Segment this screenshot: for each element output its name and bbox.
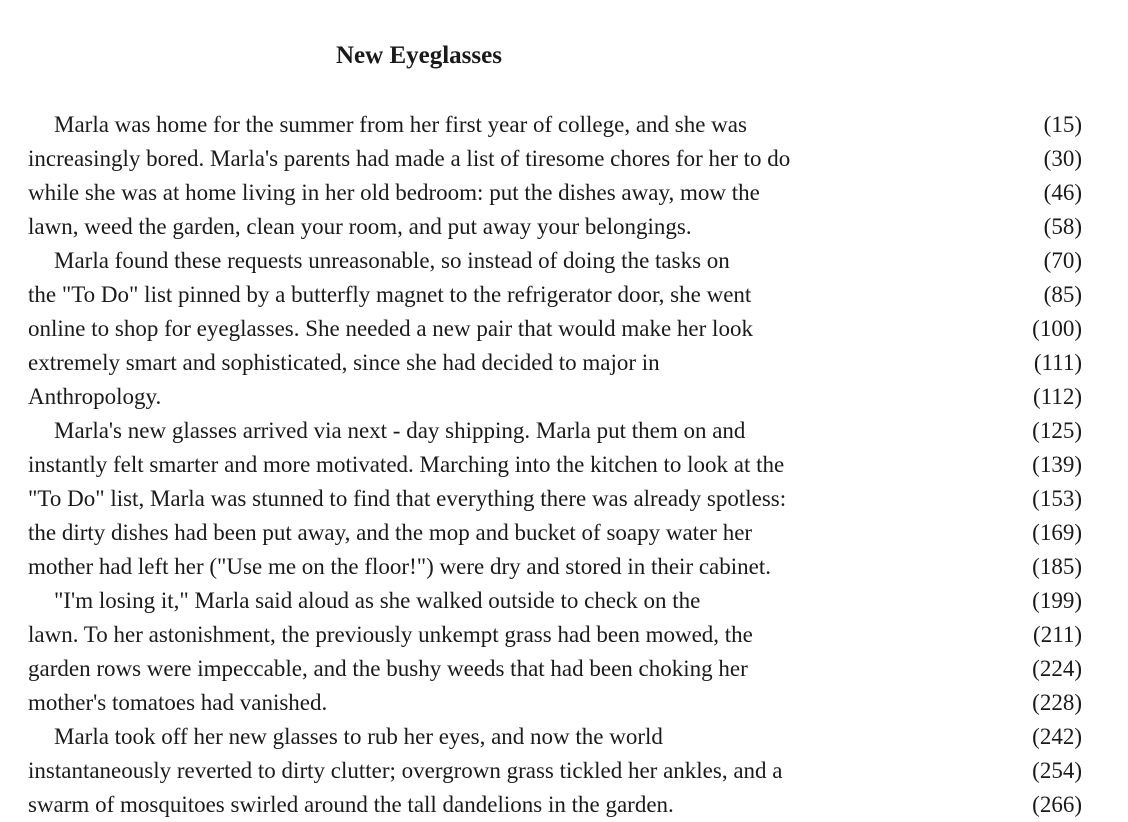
word-count: (266) xyxy=(1032,792,1082,817)
line-text: mother had left her ("Use me on the floor!") were dry and stored in their cabinet. xyxy=(28,554,772,579)
line-text: lawn, weed the garden, clean your room, and put away your belongings. xyxy=(28,214,692,239)
passage-line xyxy=(28,142,1088,176)
line-text: while she was at home living in her old bedroom: put the dishes away, mow the xyxy=(28,180,760,205)
line-text: garden rows were impeccable, and the bushy weeds that had been choking her xyxy=(28,656,748,681)
line-text: the dirty dishes had been put away, and the mop and bucket of soapy water her xyxy=(28,520,753,545)
passage-line xyxy=(28,278,1088,312)
line-text: Anthropology. xyxy=(28,384,162,409)
line-text: extremely smart and sophisticated, since she had decided to major in xyxy=(28,350,660,375)
word-count: (199) xyxy=(1032,588,1082,613)
word-count: (254) xyxy=(1032,758,1082,783)
word-count: (185) xyxy=(1032,554,1082,579)
passage-line xyxy=(28,414,1088,448)
word-count: (153) xyxy=(1032,486,1082,511)
passage-line xyxy=(28,584,1088,618)
passage-line xyxy=(28,346,1088,380)
line-text: swarm of mosquitoes swirled around the tall dandelions in the garden. xyxy=(28,792,674,817)
word-count: (58) xyxy=(1043,214,1082,239)
passage-line xyxy=(28,516,1088,550)
passage-line xyxy=(28,176,1088,210)
passage-line xyxy=(28,686,1088,720)
passage-line xyxy=(28,448,1088,482)
passage-line xyxy=(28,244,1088,278)
passage-body xyxy=(28,108,1088,822)
line-text: Marla was home for the summer from her first year of college, and she was xyxy=(54,112,747,137)
passage-line xyxy=(28,550,1088,584)
line-text: Marla found these requests unreasonable, so instead of doing the tasks on xyxy=(54,248,730,273)
line-text: mother's tomatoes had vanished. xyxy=(28,690,328,715)
line-text: lawn. To her astonishment, the previously unkempt grass had been mowed, the xyxy=(28,622,753,647)
line-text: "I'm losing it," Marla said aloud as she walked outside to check on the xyxy=(54,588,701,613)
word-count: (85) xyxy=(1043,282,1082,307)
word-count: (242) xyxy=(1032,724,1082,749)
line-text: instantaneously reverted to dirty clutter; overgrown grass tickled her ankles, and a xyxy=(28,758,783,783)
line-text: Marla's new glasses arrived via next - day shipping. Marla put them on and xyxy=(54,418,746,443)
passage-line xyxy=(28,754,1088,788)
word-count: (70) xyxy=(1043,248,1082,273)
line-text: increasingly bored. Marla's parents had made a list of tiresome chores for her to do xyxy=(28,146,791,171)
word-count: (46) xyxy=(1043,180,1082,205)
passage-line xyxy=(28,788,1088,822)
line-text: the "To Do" list pinned by a butterfly magnet to the refrigerator door, she went xyxy=(28,282,752,307)
passage-line xyxy=(28,618,1088,652)
passage-line xyxy=(28,210,1088,244)
line-text: instantly felt smarter and more motivated. Marching into the kitchen to look at the xyxy=(28,452,785,477)
passage-line xyxy=(28,652,1088,686)
word-count: (100) xyxy=(1032,316,1082,341)
passage-line xyxy=(28,380,1088,414)
passage-line xyxy=(28,312,1088,346)
word-count: (15) xyxy=(1043,112,1082,137)
word-count: (139) xyxy=(1032,452,1082,477)
word-count: (112) xyxy=(1033,384,1082,409)
passage-line xyxy=(28,720,1088,754)
passage-line xyxy=(28,482,1088,516)
line-text: online to shop for eyeglasses. She needed a new pair that would make her look xyxy=(28,316,753,341)
word-count: (111) xyxy=(1033,350,1082,375)
word-count: (228) xyxy=(1032,690,1082,715)
word-count: (169) xyxy=(1032,520,1082,545)
word-count: (30) xyxy=(1043,146,1082,171)
word-count: (224) xyxy=(1032,656,1082,681)
line-text: "To Do" list, Marla was stunned to find that everything there was already spotless: xyxy=(28,486,787,511)
line-text: Marla took off her new glasses to rub her eyes, and now the world xyxy=(54,724,663,749)
word-count: (211) xyxy=(1033,622,1082,647)
word-count: (125) xyxy=(1032,418,1082,443)
passage-line xyxy=(28,108,1088,142)
passage-title: New Eyeglasses xyxy=(336,42,502,69)
